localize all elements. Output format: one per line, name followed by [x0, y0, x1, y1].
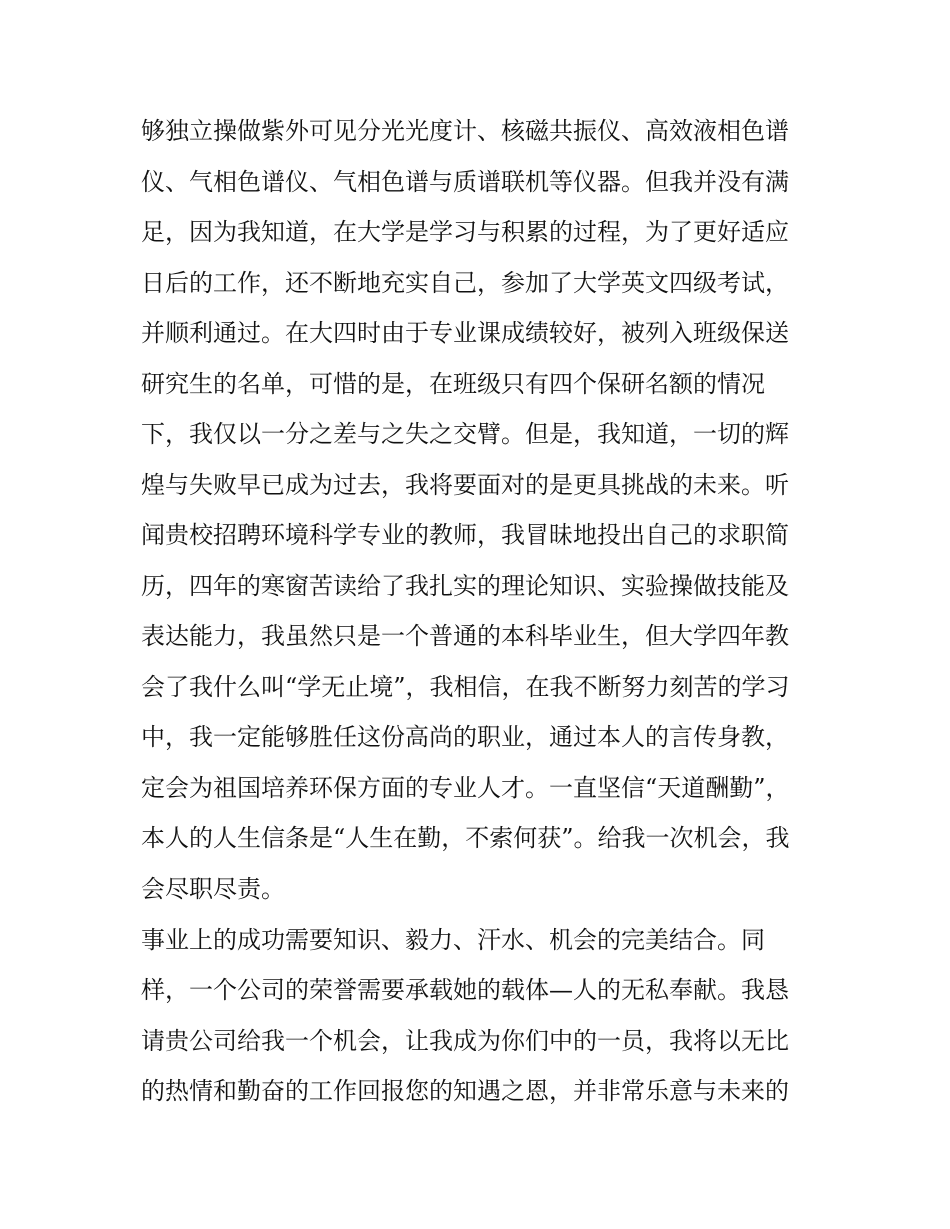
text-line: 历，四年的寒窗苦读给了我扎实的理论知识、实验操做技能及: [141, 572, 789, 600]
text-line: 样，一个公司的荣誉需要承载她的载体—人的无私奉献。我恳: [141, 976, 789, 1004]
text-line: 本人的人生信条是“人生在勤，不索何获”。给我一次机会，我: [141, 824, 790, 852]
text-line: 请贵公司给我一个机会，让我成为你们中的一员，我将以无比: [141, 1027, 789, 1055]
text-line: 仪、气相色谱仪、气相色谱与质谱联机等仪器。但我并没有满: [141, 168, 789, 196]
text-line: 足，因为我知道，在大学是学习与积累的过程，为了更好适应: [141, 218, 789, 246]
text-line: 下，我仅以一分之差与之失之交臂。但是，我知道，一切的辉: [141, 420, 789, 448]
text-line: 表达能力，我虽然只是一个普通的本科毕业生，但大学四年教: [141, 622, 789, 650]
text-line: 会尽职尽责。: [141, 875, 285, 903]
text-line: 的热情和勤奋的工作回报您的知遇之恩，并非常乐意与未来的: [141, 1077, 789, 1105]
text-line: 会了我什么叫“学无止境”，我相信，在我不断努力刻苦的学习: [141, 673, 790, 701]
text-line: 中，我一定能够胜任这份高尚的职业，通过本人的言传身教，: [141, 723, 789, 751]
text-line: 并顺利通过。在大四时由于专业课成绩较好，被列入班级保送: [141, 319, 789, 347]
text-line: 定会为祖国培养环保方面的专业人才。一直坚信“天道酬勤”，: [141, 774, 790, 802]
text-line: 日后的工作，还不断地充实自己，参加了大学英文四级考试，: [141, 269, 789, 297]
text-line: 够独立操做紫外可见分光光度计、核磁共振仪、高效液相色谱: [141, 117, 789, 145]
text-line: 闻贵校招聘环境科学专业的教师，我冒昧地投出自己的求职简: [141, 521, 789, 549]
text-line: 事业上的成功需要知识、毅力、汗水、机会的完美结合。同: [141, 926, 765, 954]
text-line: 研究生的名单，可惜的是，在班级只有四个保研名额的情况: [141, 370, 765, 398]
text-line: 煌与失败早已成为过去，我将要面对的是更具挑战的未来。听: [141, 471, 789, 499]
